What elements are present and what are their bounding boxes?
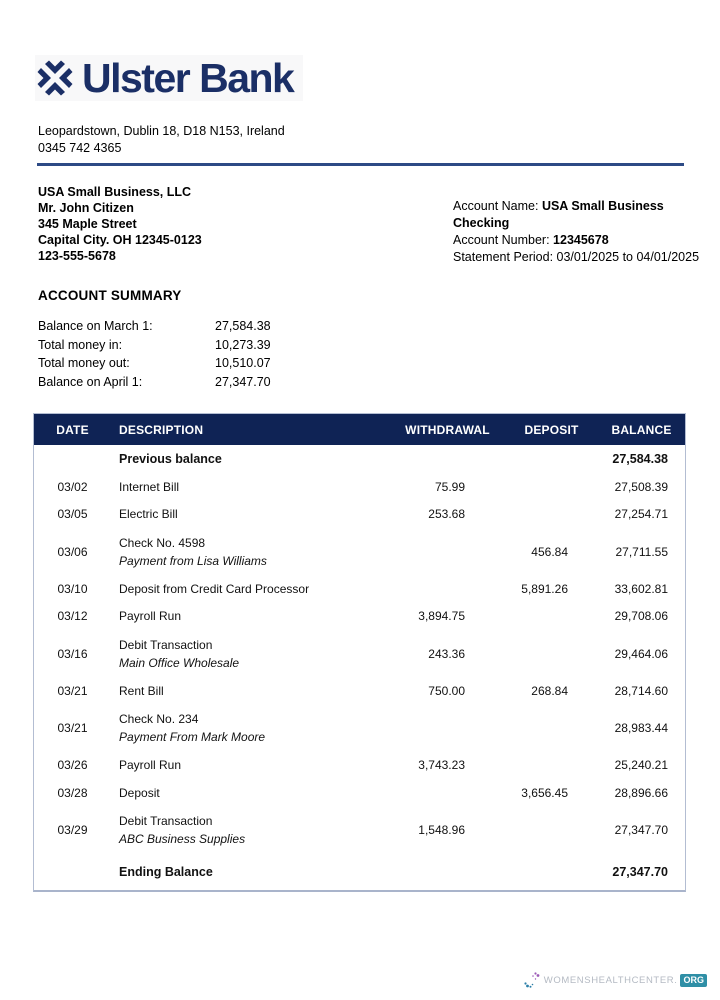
cell-description-note: Payment from Lisa Williams xyxy=(119,553,267,568)
cell-date: 03/16 xyxy=(57,646,88,661)
cell-deposit: 456.84 xyxy=(531,544,568,559)
cell-balance: 27,347.70 xyxy=(614,823,668,837)
cell-balance: 28,983.44 xyxy=(614,721,668,735)
cell-description: Payroll Run xyxy=(119,609,182,624)
header-divider xyxy=(37,163,684,166)
transactions-table xyxy=(33,413,686,892)
cell-deposit: 268.84 xyxy=(531,683,568,698)
table-row xyxy=(34,779,685,807)
cell-balance: 29,708.06 xyxy=(614,609,668,624)
cell-description: Rent Bill xyxy=(119,683,164,698)
cell-balance: 33,602.81 xyxy=(614,581,668,596)
summary-label: Balance on April 1: xyxy=(38,374,143,389)
cell-description: Electric Bill xyxy=(119,507,178,522)
cell-balance: 27,584.38 xyxy=(612,452,668,466)
summary-label: Balance on March 1: xyxy=(38,319,153,333)
cell-date: 03/05 xyxy=(57,507,88,522)
cell-date: 03/02 xyxy=(57,479,88,494)
customer-street: 345 Maple Street xyxy=(38,217,137,231)
cell-withdrawal: 75.99 xyxy=(434,479,465,494)
bank-phone: 0345 742 4365 xyxy=(38,141,122,155)
cell-description: Previous balance xyxy=(119,452,222,466)
header-date: DATE xyxy=(56,422,89,437)
cell-description: Internet Bill xyxy=(119,479,180,494)
cell-deposit: 5,891.26 xyxy=(521,581,568,596)
account-number-value: 12345678 xyxy=(553,233,609,247)
table-row xyxy=(34,445,685,473)
account-name-label: Account Name: xyxy=(453,199,542,213)
summary-row xyxy=(38,354,271,373)
cell-description: Debit Transaction ABC Business Supplies xyxy=(111,814,390,846)
header-balance: BALANCE xyxy=(611,422,672,437)
summary-value: 10,273.39 xyxy=(215,337,271,352)
bank-name: Ulster Bank xyxy=(82,54,294,101)
cell-description: Deposit xyxy=(119,785,160,800)
cell-description: Check No. 234 Payment From Mark Moore xyxy=(111,712,390,744)
summary-label: Total money out: xyxy=(38,356,130,370)
cell-balance: 28,714.60 xyxy=(614,683,668,698)
watermark-swirl-icon xyxy=(523,971,541,989)
cell-date: 03/06 xyxy=(57,544,88,559)
watermark-org-badge: ORG xyxy=(680,974,707,987)
cell-withdrawal: 3,894.75 xyxy=(418,609,465,624)
summary-label: Total money in: xyxy=(38,337,123,352)
cell-date: 03/29 xyxy=(57,823,88,837)
summary-value: 10,510.07 xyxy=(215,356,271,370)
cell-date: 03/21 xyxy=(57,683,88,698)
cell-description: Debit Transaction Main Office Wholesale xyxy=(111,638,390,670)
cell-description-note: ABC Business Supplies xyxy=(119,832,246,846)
account-name-row xyxy=(453,198,720,232)
cell-description-note: Payment From Mark Moore xyxy=(119,730,266,744)
table-row xyxy=(34,473,685,501)
cell-withdrawal: 750.00 xyxy=(428,683,465,698)
table-row xyxy=(34,528,685,575)
watermark xyxy=(523,971,707,989)
cell-description-note: Main Office Wholesale xyxy=(119,655,240,670)
cell-withdrawal: 253.68 xyxy=(428,507,465,522)
cell-withdrawal: 1,548.96 xyxy=(418,823,465,837)
table-row xyxy=(34,630,685,677)
cell-balance: 28,896.66 xyxy=(614,785,668,800)
statement-period-label: Statement Period: xyxy=(453,250,557,264)
account-number-row xyxy=(453,232,720,249)
statement-period-row xyxy=(453,249,720,266)
cell-balance: 27,508.39 xyxy=(614,479,668,494)
table-row xyxy=(34,854,685,890)
summary-value: 27,347.70 xyxy=(215,374,271,389)
account-number-label: Account Number: xyxy=(453,233,554,247)
table-header-row xyxy=(34,414,685,445)
cell-description: Check No. 4598 Payment from Lisa Williams xyxy=(111,536,390,568)
cell-withdrawal: 243.36 xyxy=(428,646,465,661)
bank-logo xyxy=(35,55,303,101)
bank-address-line: Leopardstown, Dublin 18, D18 N153, Ireland xyxy=(38,124,285,138)
cell-balance: 29,464.06 xyxy=(614,646,668,661)
header-withdrawal: WITHDRAWAL xyxy=(405,422,490,437)
summary-row xyxy=(38,317,271,336)
cell-balance: 27,711.55 xyxy=(615,544,668,559)
cell-date: 03/21 xyxy=(57,721,88,735)
table-row xyxy=(34,677,685,705)
customer-address-block xyxy=(38,184,202,264)
cell-date: 03/28 xyxy=(57,785,88,800)
ulster-bank-daisy-icon xyxy=(35,57,75,99)
table-row xyxy=(34,603,685,631)
watermark-text: WOMENSHEALTHCENTER. xyxy=(543,974,678,986)
cell-deposit: 3,656.45 xyxy=(521,785,568,800)
statement-period-value: 03/01/2025 to 04/01/2025 xyxy=(556,250,700,264)
table-row xyxy=(34,501,685,529)
customer-name: Mr. John Citizen xyxy=(38,201,134,215)
header-description: DESCRIPTION xyxy=(119,422,204,437)
cell-description: Ending Balance xyxy=(119,864,213,879)
cell-description: Payroll Run xyxy=(119,758,182,773)
table-row xyxy=(34,807,685,854)
cell-date: 03/10 xyxy=(57,581,88,596)
cell-date: 03/26 xyxy=(57,758,88,773)
table-row xyxy=(34,705,685,752)
account-summary xyxy=(38,317,271,391)
cell-description: Deposit from Credit Card Processor xyxy=(119,581,310,596)
header-deposit: DEPOSIT xyxy=(524,422,579,437)
table-row xyxy=(34,575,685,603)
customer-company: USA Small Business, LLC xyxy=(38,185,192,199)
customer-phone: 123-555-5678 xyxy=(38,249,116,263)
account-name-value: USA Small Business Checking xyxy=(453,199,664,230)
cell-withdrawal: 3,743.23 xyxy=(418,758,465,773)
cell-balance: 27,254.71 xyxy=(614,507,668,522)
summary-value: 27,584.38 xyxy=(215,319,271,333)
cell-date: 03/12 xyxy=(57,609,88,624)
account-info-block xyxy=(453,198,720,266)
table-row xyxy=(34,752,685,780)
bank-address-block xyxy=(38,123,285,157)
summary-row xyxy=(38,373,271,392)
summary-row xyxy=(38,336,271,355)
customer-city: Capital City. OH 12345-0123 xyxy=(38,233,202,247)
cell-balance: 27,347.70 xyxy=(612,864,668,879)
cell-balance: 25,240.21 xyxy=(614,758,668,773)
account-summary-title: ACCOUNT SUMMARY xyxy=(38,288,182,303)
